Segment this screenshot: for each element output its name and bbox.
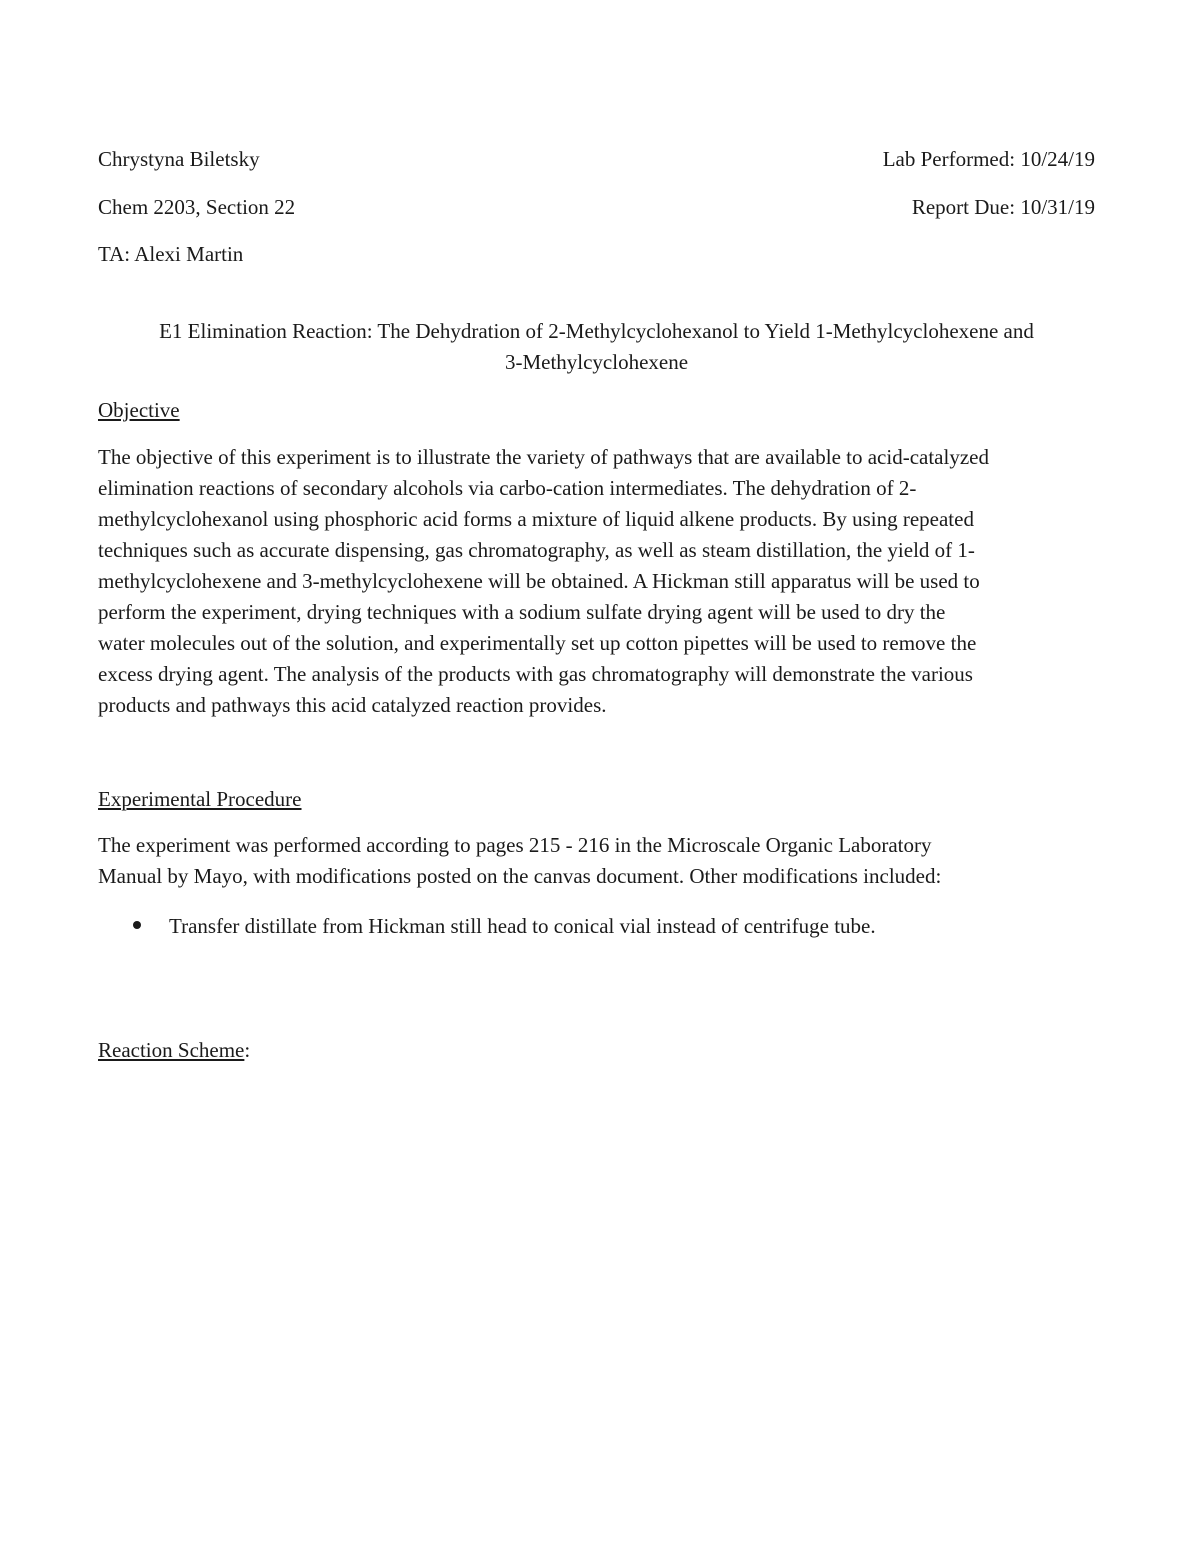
procedure-paragraph <box>98 830 1100 892</box>
objective-line: water molecules out of the solution, and experimentally set up cotton pipettes will be used to remove the <box>98 631 977 655</box>
objective-line: excess drying agent. The analysis of the products with gas chromatography will demonstrate the various <box>98 662 973 686</box>
lab-performed-date: Lab Performed: 10/24/19 <box>882 147 1095 171</box>
header-row-2 <box>98 195 1095 220</box>
ta-name: TA: Alexi Martin <box>98 242 244 266</box>
course-section: Chem 2203, Section 22 <box>98 195 296 219</box>
report-title-line-2: 3-Methylcyclohexene <box>504 350 689 374</box>
modification-text: Transfer distillate from Hickman still head to conical vial instead of centrifuge tube. <box>169 914 876 938</box>
objective-line: perform the experiment, drying techniques with a sodium sulfate drying agent will be used to dry the <box>98 600 946 624</box>
objective-line: techniques such as accurate dispensing, gas chromatography, as well as steam distillation, the yield of 1- <box>98 538 975 562</box>
author-name: Chrystyna Biletsky <box>98 147 260 171</box>
report-title-line-1: E1 Elimination Reaction: The Dehydration of 2-Methylcyclohexanol to Yield 1-Methylcyclohexene and <box>159 319 1034 343</box>
procedure-heading: Experimental Procedure <box>98 787 302 811</box>
reaction-scheme-colon: : <box>244 1038 251 1062</box>
objective-line: products and pathways this acid catalyzed reaction provides. <box>98 693 607 717</box>
reaction-scheme-heading-group <box>98 1038 250 1063</box>
header-row-1 <box>98 147 1095 172</box>
report-due-date: Report Due: 10/31/19 <box>911 195 1095 219</box>
objective-line: methylcyclohexene and 3-methylcyclohexene will be obtained. A Hickman still apparatus will be used to <box>98 569 980 593</box>
objective-line: The objective of this experiment is to illustrate the variety of pathways that are available to acid-catalyzed <box>98 445 989 469</box>
bullet-icon <box>133 921 141 929</box>
objective-paragraph <box>98 442 1100 721</box>
objective-line: methylcyclohexanol using phosphoric acid forms a mixture of liquid alkene products. By using repeated <box>98 507 974 531</box>
modification-list-item <box>133 914 876 939</box>
report-title <box>98 316 1095 378</box>
procedure-line: The experiment was performed according to pages 215 - 216 in the Microscale Organic Laboratory <box>98 833 932 857</box>
objective-heading: Objective <box>98 398 180 422</box>
objective-line: elimination reactions of secondary alcohols via carbo-cation intermediates. The dehydration of 2- <box>98 476 917 500</box>
procedure-line: Manual by Mayo, with modifications posted on the canvas document. Other modifications included: <box>98 864 942 888</box>
reaction-scheme-heading: Reaction Scheme <box>98 1038 245 1062</box>
